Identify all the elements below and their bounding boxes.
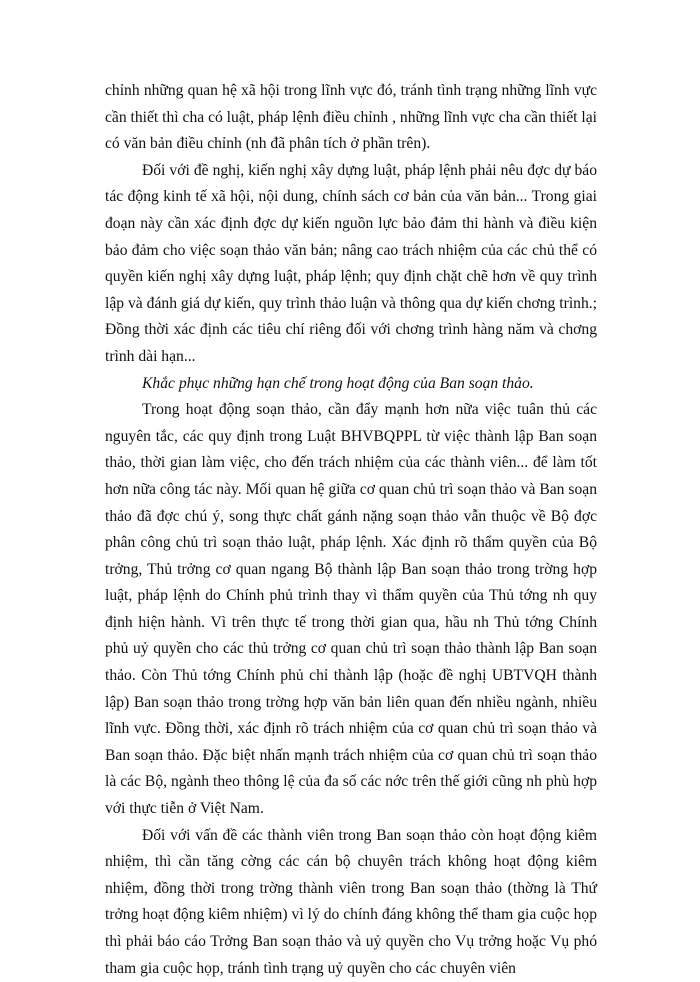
paragraph-2: Đối với đề nghị, kiến nghị xây dựng luật, pháp lệnh phải nêu đợc dự báo tác động kinh tế xã hội, nội dung, chính sách cơ bản của văn bản... Trong giai đoạn này cần xác định đợc dự kiến nguồn lực bảo đảm thi hành và điều kiện bảo đảm cho việc soạn thảo văn bản; nâng cao trách nhiệm của các chủ thể có quyền kiến nghị xây dựng luật, pháp lệnh; quy định chặt chẽ hơn về quy trình lập và đánh giá dự kiến, quy trình thảo luận và thông qua dự kiến chơng trình.; Đồng thời xác định các tiêu chí riêng đối với chơng trình hàng năm và chơng trình dài hạn... — [105, 161, 597, 365]
section-heading-italic: Khắc phục những hạn chế trong hoạt động của Ban soạn thảo. — [142, 374, 534, 392]
paragraph-1: chỉnh những quan hệ xã hội trong lĩnh vực đó, tránh tình trạng những lĩnh vực cần thiết thì cha có luật, pháp lệnh điều chỉnh , những lĩnh vực cha cần thiết lại có văn bản điều chỉnh (nh đã phân tích ở phần trên). — [105, 82, 597, 153]
paragraph-4: Đối với vấn đề các thành viên trong Ban soạn thảo còn hoạt động kiêm nhiệm, thì cần tăng cờng các cán bộ chuyên trách không hoạt động kiêm nhiệm, đồng thời trong trờng thành viên trong Ban soạn thảo (thờng là Thứ trởng hoạt động kiêm nhiệm) vì lý do chính đáng không thể tham gia cuộc họp thì phải báo cáo Trởng Ban soạn thảo và uỷ quyền cho Vụ trởng hoặc Vụ phó tham gia cuộc họp, tránh tình trạng uỷ quyền cho các chuyên viên — [105, 826, 597, 977]
paragraph-3: Trong hoạt động soạn thảo, cần đẩy mạnh hơn nữa việc tuân thủ các nguyên tắc, các quy định trong Luật BHVBQPPL từ việc thành lập Ban soạn thảo, thời gian làm việc, cho đến trách nhiệm của các thành viên... để làm tốt hơn nữa công tác này. Mối quan hệ giữa cơ quan chủ trì soạn thảo và Ban soạn thảo đã đợc chú ý, song thực chất gánh nặng soạn thảo vẫn thuộc về Bộ đợc phân công chủ trì soạn thảo luật, pháp lệnh. Xác định rõ thẩm quyền của Bộ trởng, Thủ trởng cơ quan ngang Bộ thành lập Ban soạn thảo trong trờng hợp luật, pháp lệnh do Chính phủ trình thay vì thẩm quyền của Thủ tớng nh quy định hiện hành. Vì trên thực tế trong thời gian qua, hầu nh Thủ tớng Chính phủ uỷ quyền cho các thủ trởng cơ quan chủ trì soạn thảo thành lập Ban soạn thảo. Còn Thủ tớng Chính phủ chỉ thành lập (hoặc đề nghị UBTVQH thành lập) Ban soạn thảo trong trờng hợp văn bản liên quan đến nhiều ngành, nhiều lĩnh vực. Đồng thời, xác định rõ trách nhiệm của cơ quan chủ trì soạn thảo và Ban soạn thảo. Đặc biệt nhấn mạnh trách nhiệm của cơ quan chủ trì soạn thảo là các Bộ, ngành theo thông lệ của đa số các nớc trên thế giới cũng nh phù hợp với thực tiễn ở Việt Nam. — [105, 401, 597, 818]
document-page — [105, 78, 597, 982]
